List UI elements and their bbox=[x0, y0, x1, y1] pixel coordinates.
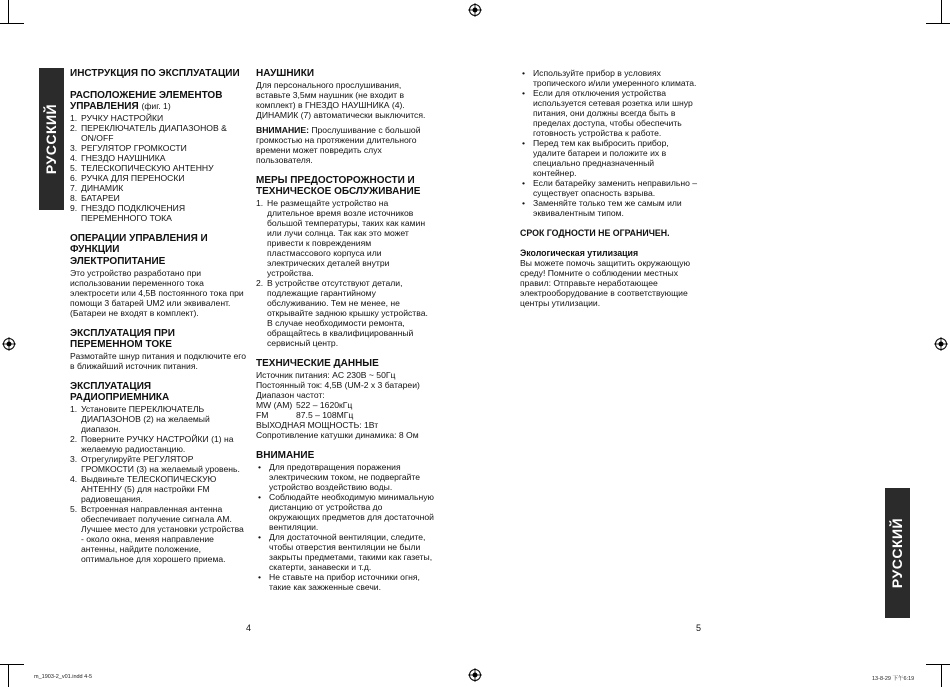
language-tab-left bbox=[39, 68, 64, 210]
list-item: 1. Не размещайте устройство на длительное время возле источников большой температуры, таких как камин или лучи солнца. Так как это может привести к повреждениям пластмассового корпуса или электрических деталей внутри устройства. bbox=[256, 198, 426, 278]
page-number-right: 5 bbox=[696, 623, 702, 633]
tech-line: Постоянный ток: 4,5В (UM-2 x 3 батареи) bbox=[256, 380, 420, 390]
registration-mark-icon bbox=[468, 668, 482, 682]
radio-steps-list bbox=[70, 404, 248, 564]
list-item: 4. ГНЕЗДО НАУШНИКА bbox=[70, 153, 166, 163]
language-tab-right bbox=[885, 488, 910, 618]
registration-mark-icon bbox=[2, 337, 16, 351]
ac-heading: ЭКСПЛУАТАЦИЯ ПРИ ПЕРЕМЕННОМ ТОКЕ bbox=[70, 328, 175, 350]
attention-note: ВНИМАНИЕ: Прослушивание с большой громкостью на протяжении длительного времени может повредить слух пользователя. bbox=[256, 125, 421, 165]
crop-mark-icon bbox=[926, 664, 950, 665]
footer-timestamp: 13-8-29 下午6:19 bbox=[872, 676, 915, 682]
list-item: 2. В устройстве отсутствуют детали, подлежащие гарантийному обслуживанию. Тем не менее, не открывайте заднюю крышку устройства. В случае необходимости ремонта, обращайтесь в квалифицированный сервисный центр. bbox=[256, 278, 428, 348]
crop-mark-icon bbox=[941, 0, 942, 24]
headphones-heading: НАУШНИКИ bbox=[256, 68, 315, 79]
list-item: • Если батарейку заменить неправильно – существует опасность взрыва. bbox=[520, 178, 698, 198]
controls-heading: РАСПОЛОЖЕНИЕ ЭЛЕМЕНТОВ УПРАВЛЕНИЯ (фиг. 1) bbox=[70, 90, 223, 112]
list-item: 3. РЕГУЛЯТОР ГРОМКОСТИ bbox=[70, 143, 187, 153]
shelf-life-note: СРОК ГОДНОСТИ НЕ ОГРАНИЧЕН. bbox=[520, 228, 670, 238]
list-item: 2. ПЕРЕКЛЮЧАТЕЛЬ ДИАПАЗОНОВ & ON/OFF bbox=[70, 123, 227, 143]
list-item: 8. БАТАРЕИ bbox=[70, 193, 120, 203]
tech-line: Сопротивление катушки динамика: 8 Ом bbox=[256, 430, 419, 440]
crop-mark-icon bbox=[0, 664, 24, 665]
radio-heading: ЭКСПЛУАТАЦИЯ РАДИОПРИЕМНИКА bbox=[70, 381, 170, 403]
power-text: Это устройство разработано при использовании переменного тока электросети или 4,5В постоянного тока при помощи 3 батарей UM2 или эквивалент. (Батареи не входят в комплект). bbox=[70, 268, 244, 318]
list-item: • Заменяйте только тем же самым или эквивалентным типом. bbox=[520, 198, 698, 218]
tech-line: Источник питания: AC 230В ~ 50Гц bbox=[256, 370, 396, 380]
list-item: 7. ДИНАМИК bbox=[70, 183, 124, 193]
left-page-column-1 bbox=[70, 68, 248, 564]
controls-list bbox=[70, 113, 248, 223]
ac-text: Размотайте шнур питания и подключите его в ближайший источник питания. bbox=[70, 351, 247, 371]
right-page-column bbox=[520, 68, 698, 308]
operations-heading: ОПЕРАЦИИ УПРАВЛЕНИЯ И ФУНКЦИИ bbox=[70, 233, 208, 255]
tech-line: ВЫХОДНАЯ МОЩНОСТЬ: 1Вт bbox=[256, 420, 379, 430]
precautions-list bbox=[520, 68, 698, 218]
list-item: 9. ГНЕЗДО ПОДКЛЮЧЕНИЯ ПЕРЕМЕННОГО ТОКА bbox=[70, 203, 186, 223]
crop-mark-icon bbox=[8, 665, 9, 687]
warning-heading: ВНИМАНИЕ bbox=[256, 450, 315, 461]
eco-heading: Экологическая утилизация bbox=[520, 248, 639, 258]
tech-heading: ТЕХНИЧЕСКИЕ ДАННЫЕ bbox=[256, 358, 379, 369]
tech-band-row: FM 87.5 – 108МГц bbox=[256, 410, 354, 420]
list-item: 5. Встроенная направленная антенна обеспечивает получение сигнала AM. Лучшее место для установки устройства - около окна, меняя направление антенны, найдите положение, оптимальное для хорошего приема. bbox=[70, 504, 244, 564]
language-tab-label: РУССКИЙ bbox=[43, 103, 60, 175]
crop-mark-icon bbox=[926, 23, 950, 24]
list-item: 6. РУЧКА ДЛЯ ПЕРЕНОСКИ bbox=[70, 173, 185, 183]
page-number-left: 4 bbox=[246, 623, 252, 633]
list-item: • Если для отключения устройства используется сетевая розетка или шнур питания, они должны всегда быть в пределах доступа, чтобы обеспечить готовность устройства к работе. bbox=[520, 88, 698, 138]
eco-text: Вы можете помочь защитить окружающую среду! Помните о соблюдении местных правил: Отправьте неработающее электрооборудование в соответствующие центры утилизации. bbox=[520, 258, 691, 308]
list-item: • Перед тем как выбросить прибор, удалите батареи и положите их в специально предназначенный контейнер. bbox=[520, 138, 698, 178]
page-title: ИНСТРУКЦИЯ ПО ЭКСПЛУАТАЦИИ bbox=[70, 68, 240, 79]
crop-mark-icon bbox=[0, 23, 24, 24]
list-item: 4. Выдвиньте ТЕЛЕСКОПИЧЕСКУЮ АНТЕННУ (5) для настройки FM радиовещания. bbox=[70, 474, 217, 504]
headphones-text: Для персонального прослушивания, вставьте 3,5мм наушник (не входит в комплект) в ГНЕЗДО НАУШНИКА (4). ДИНАМИК (7) автоматически выключится. bbox=[256, 80, 426, 120]
list-item: • Для предотвращения поражения электрическим током, не подвергайте устройство воздействию воды. bbox=[256, 462, 434, 492]
list-item: 1. Установите ПЕРЕКЛЮЧАТЕЛЬ ДИАПАЗОНОВ (2) на желаемый диапазон. bbox=[70, 404, 210, 434]
language-tab-label: РУССКИЙ bbox=[889, 517, 906, 589]
crop-mark-icon bbox=[8, 0, 9, 24]
list-item: • Используйте прибор в условиях тропического и/или умеренного климата. bbox=[520, 68, 698, 88]
registration-mark-icon bbox=[468, 3, 482, 17]
warning-list bbox=[256, 462, 434, 592]
list-item: 3. Отрегулируйте РЕГУЛЯТОР ГРОМКОСТИ (3) на желаемый уровень. bbox=[70, 454, 240, 474]
list-item: • Для достаточной вентиляции, следите, чтобы отверстия вентиляции не были закрыты предметами, такими как газеты, скатерти, занавески и т.д. bbox=[256, 532, 434, 572]
list-item: 1. РУЧКУ НАСТРОЙКИ bbox=[70, 113, 164, 123]
list-item: • Соблюдайте необходимую минимальную дистанцию от устройства до окружающих предметов для достаточной вентиляции. bbox=[256, 492, 434, 532]
crop-mark-icon bbox=[941, 665, 942, 687]
list-item: • Не ставьте на прибор источники огня, такие как зажженные свечи. bbox=[256, 572, 434, 592]
footer-file-name: m_1903-2_v01.indd 4-5 bbox=[34, 674, 93, 680]
tech-band-row: MW (AM) 522 – 1620кГц bbox=[256, 400, 353, 410]
list-item: 5. ТЕЛЕСКОПИЧЕСКУЮ АНТЕННУ bbox=[70, 163, 214, 173]
safety-heading: МЕРЫ ПРЕДОСТОРОЖНОСТИ И ТЕХНИЧЕСКОЕ ОБСЛУЖИВАНИЕ bbox=[256, 175, 421, 197]
tech-line: Диапазон частот: bbox=[256, 390, 325, 400]
list-item: 2. Поверните РУЧКУ НАСТРОЙКИ (1) на желаемую радиостанцию. bbox=[70, 434, 234, 454]
left-page-column-2 bbox=[256, 68, 434, 592]
safety-list bbox=[256, 198, 434, 348]
power-heading: ЭЛЕКТРОПИТАНИЕ bbox=[70, 256, 166, 267]
registration-mark-icon bbox=[934, 337, 948, 351]
